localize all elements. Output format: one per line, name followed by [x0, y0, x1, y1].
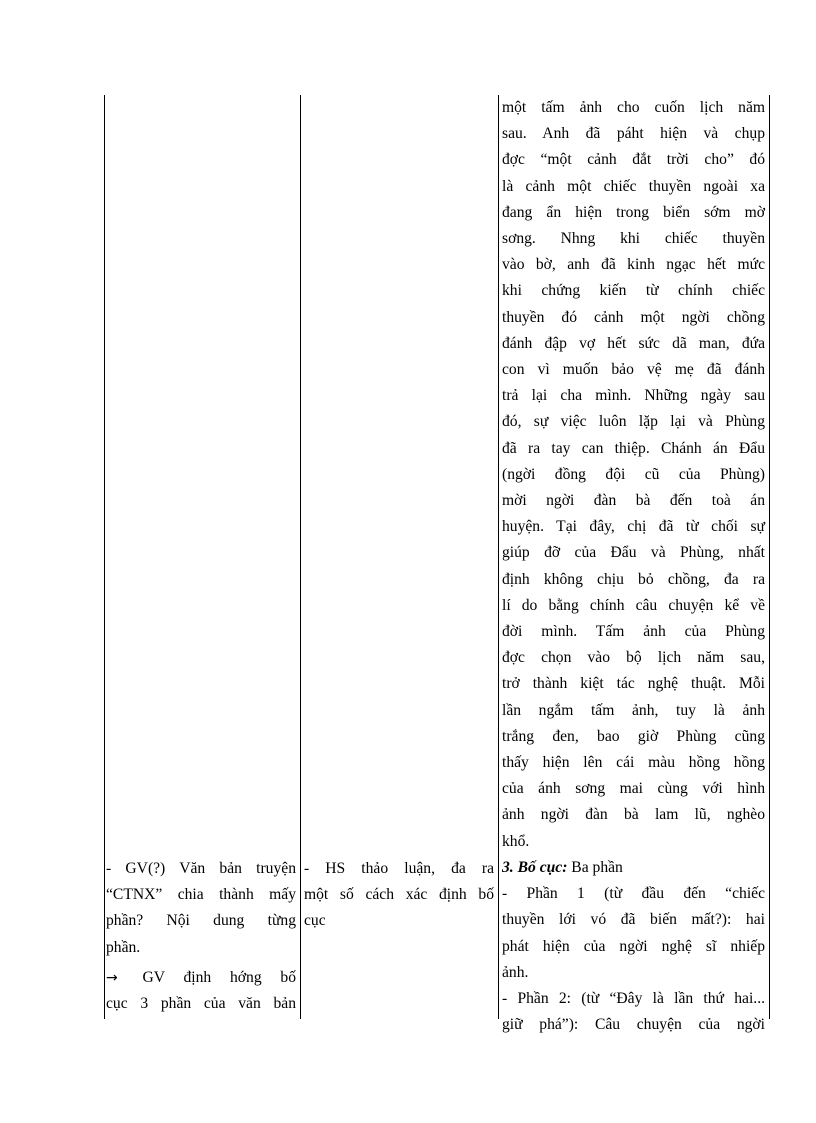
summary-line: khi chứng kiến từ chính chiếc	[502, 282, 765, 300]
text-fragment: GV định hớng bố	[142, 968, 296, 986]
text-line: phần? Nội dung từng	[106, 912, 296, 930]
summary-line: một tấm ảnh cho cuốn lịch năm	[502, 99, 765, 116]
summary-line: trắng đen, bao giờ Phùng cũng	[502, 727, 765, 745]
heading-label: 3. Bố cục:	[502, 858, 568, 876]
text-line	[106, 965, 296, 991]
summary-line: giúp đỡ của Đẩu và Phùng, nhất	[502, 544, 765, 562]
structure-line: - Phần 2: (từ “Đây là lần thứ hai...	[502, 989, 765, 1007]
structure-line: thuyền lới vó đã biến mất?): hai	[502, 911, 765, 929]
table-border-left	[104, 95, 105, 1019]
summary-line: ảnh ngời đàn bà lam lũ, nghèo	[502, 806, 765, 824]
summary-line: của ánh sơng mai cùng với hình	[502, 780, 765, 798]
summary-line: đợc “một cảnh đắt trời cho” đó	[502, 151, 765, 169]
text-line: cục	[304, 912, 326, 930]
heading-value: Ba phần	[567, 858, 623, 876]
summary-line: đời mình. Tấm ảnh của Phùng	[502, 623, 765, 641]
summary-line: lần ngắm tấm ảnh, tuy là ảnh	[502, 701, 765, 719]
summary-line: lí do bằng chính câu chuyện kể về	[502, 596, 765, 614]
summary-line: đã ra tay can thiệp. Chánh án Đẩu	[502, 439, 765, 457]
table-border-right	[769, 95, 770, 1019]
summary-line: thấy hiện lên cái màu hồng hồng	[502, 754, 765, 772]
right-arrow-icon: →	[106, 969, 118, 986]
table-border-col1-col2	[300, 95, 301, 1019]
text-line: cục 3 phần của văn bản	[106, 995, 296, 1013]
summary-line: con vì muốn bảo vệ mẹ đã đánh	[502, 361, 765, 379]
section-heading-structure	[502, 855, 765, 881]
text-line: phần.	[106, 938, 141, 956]
summary-line: đó, sự việc luôn lặp lại và Phùng	[502, 413, 765, 431]
summary-line: khổ.	[502, 832, 530, 850]
summary-line: đợc chọn vào bộ lịch năm sau,	[502, 649, 765, 667]
summary-line: sau. Anh đã páht hiện và chụp	[502, 125, 765, 143]
summary-line: đánh đập vợ hết sức dã man, đứa	[502, 334, 765, 352]
structure-line: ảnh.	[502, 963, 529, 981]
summary-line: trở thành kiệt tác nghệ thuật. Mỗi	[502, 675, 765, 693]
summary-line: trả lại cha mình. Những ngày sau	[502, 387, 765, 405]
text-line: - HS thảo luận, đa ra	[304, 860, 494, 877]
summary-line: vào bờ, anh đã kinh ngạc hết mức	[502, 256, 765, 274]
summary-line: định không chịu bỏ chồng, đa ra	[502, 570, 765, 588]
summary-line: (ngời đồng đội cũ của Phùng)	[502, 465, 765, 483]
summary-line: thuyền đó cảnh một ngời chồng	[502, 308, 765, 326]
text-line: “CTNX” chia thành mấy	[106, 886, 296, 904]
summary-line: mời ngời đàn bà đến toà án	[502, 492, 765, 510]
teacher-activity-column	[106, 856, 296, 1017]
content-column	[502, 95, 765, 1038]
summary-line: huyện. Tại đây, chị đã từ chối sự	[502, 518, 765, 536]
summary-line: là cảnh một chiếc thuyền ngoài xa	[502, 177, 765, 195]
text-line: một số cách xác định bố	[304, 886, 494, 904]
structure-line: - Phần 1 (từ đầu đến “chiếc	[502, 885, 765, 903]
structure-line: phát hiện của ngời nghệ sĩ nhiếp	[502, 937, 765, 955]
table-border-col2-col3	[498, 95, 499, 1019]
summary-line: sơng. Nhng khi chiếc thuyền	[502, 230, 765, 248]
summary-line: đang ẩn hiện trong biển sớm mờ	[502, 203, 765, 221]
student-activity-column	[304, 856, 494, 935]
structure-line: giữ phá”): Câu chuyện của ngời	[502, 1016, 765, 1034]
text-line: - GV(?) Văn bản truyện	[106, 860, 296, 877]
